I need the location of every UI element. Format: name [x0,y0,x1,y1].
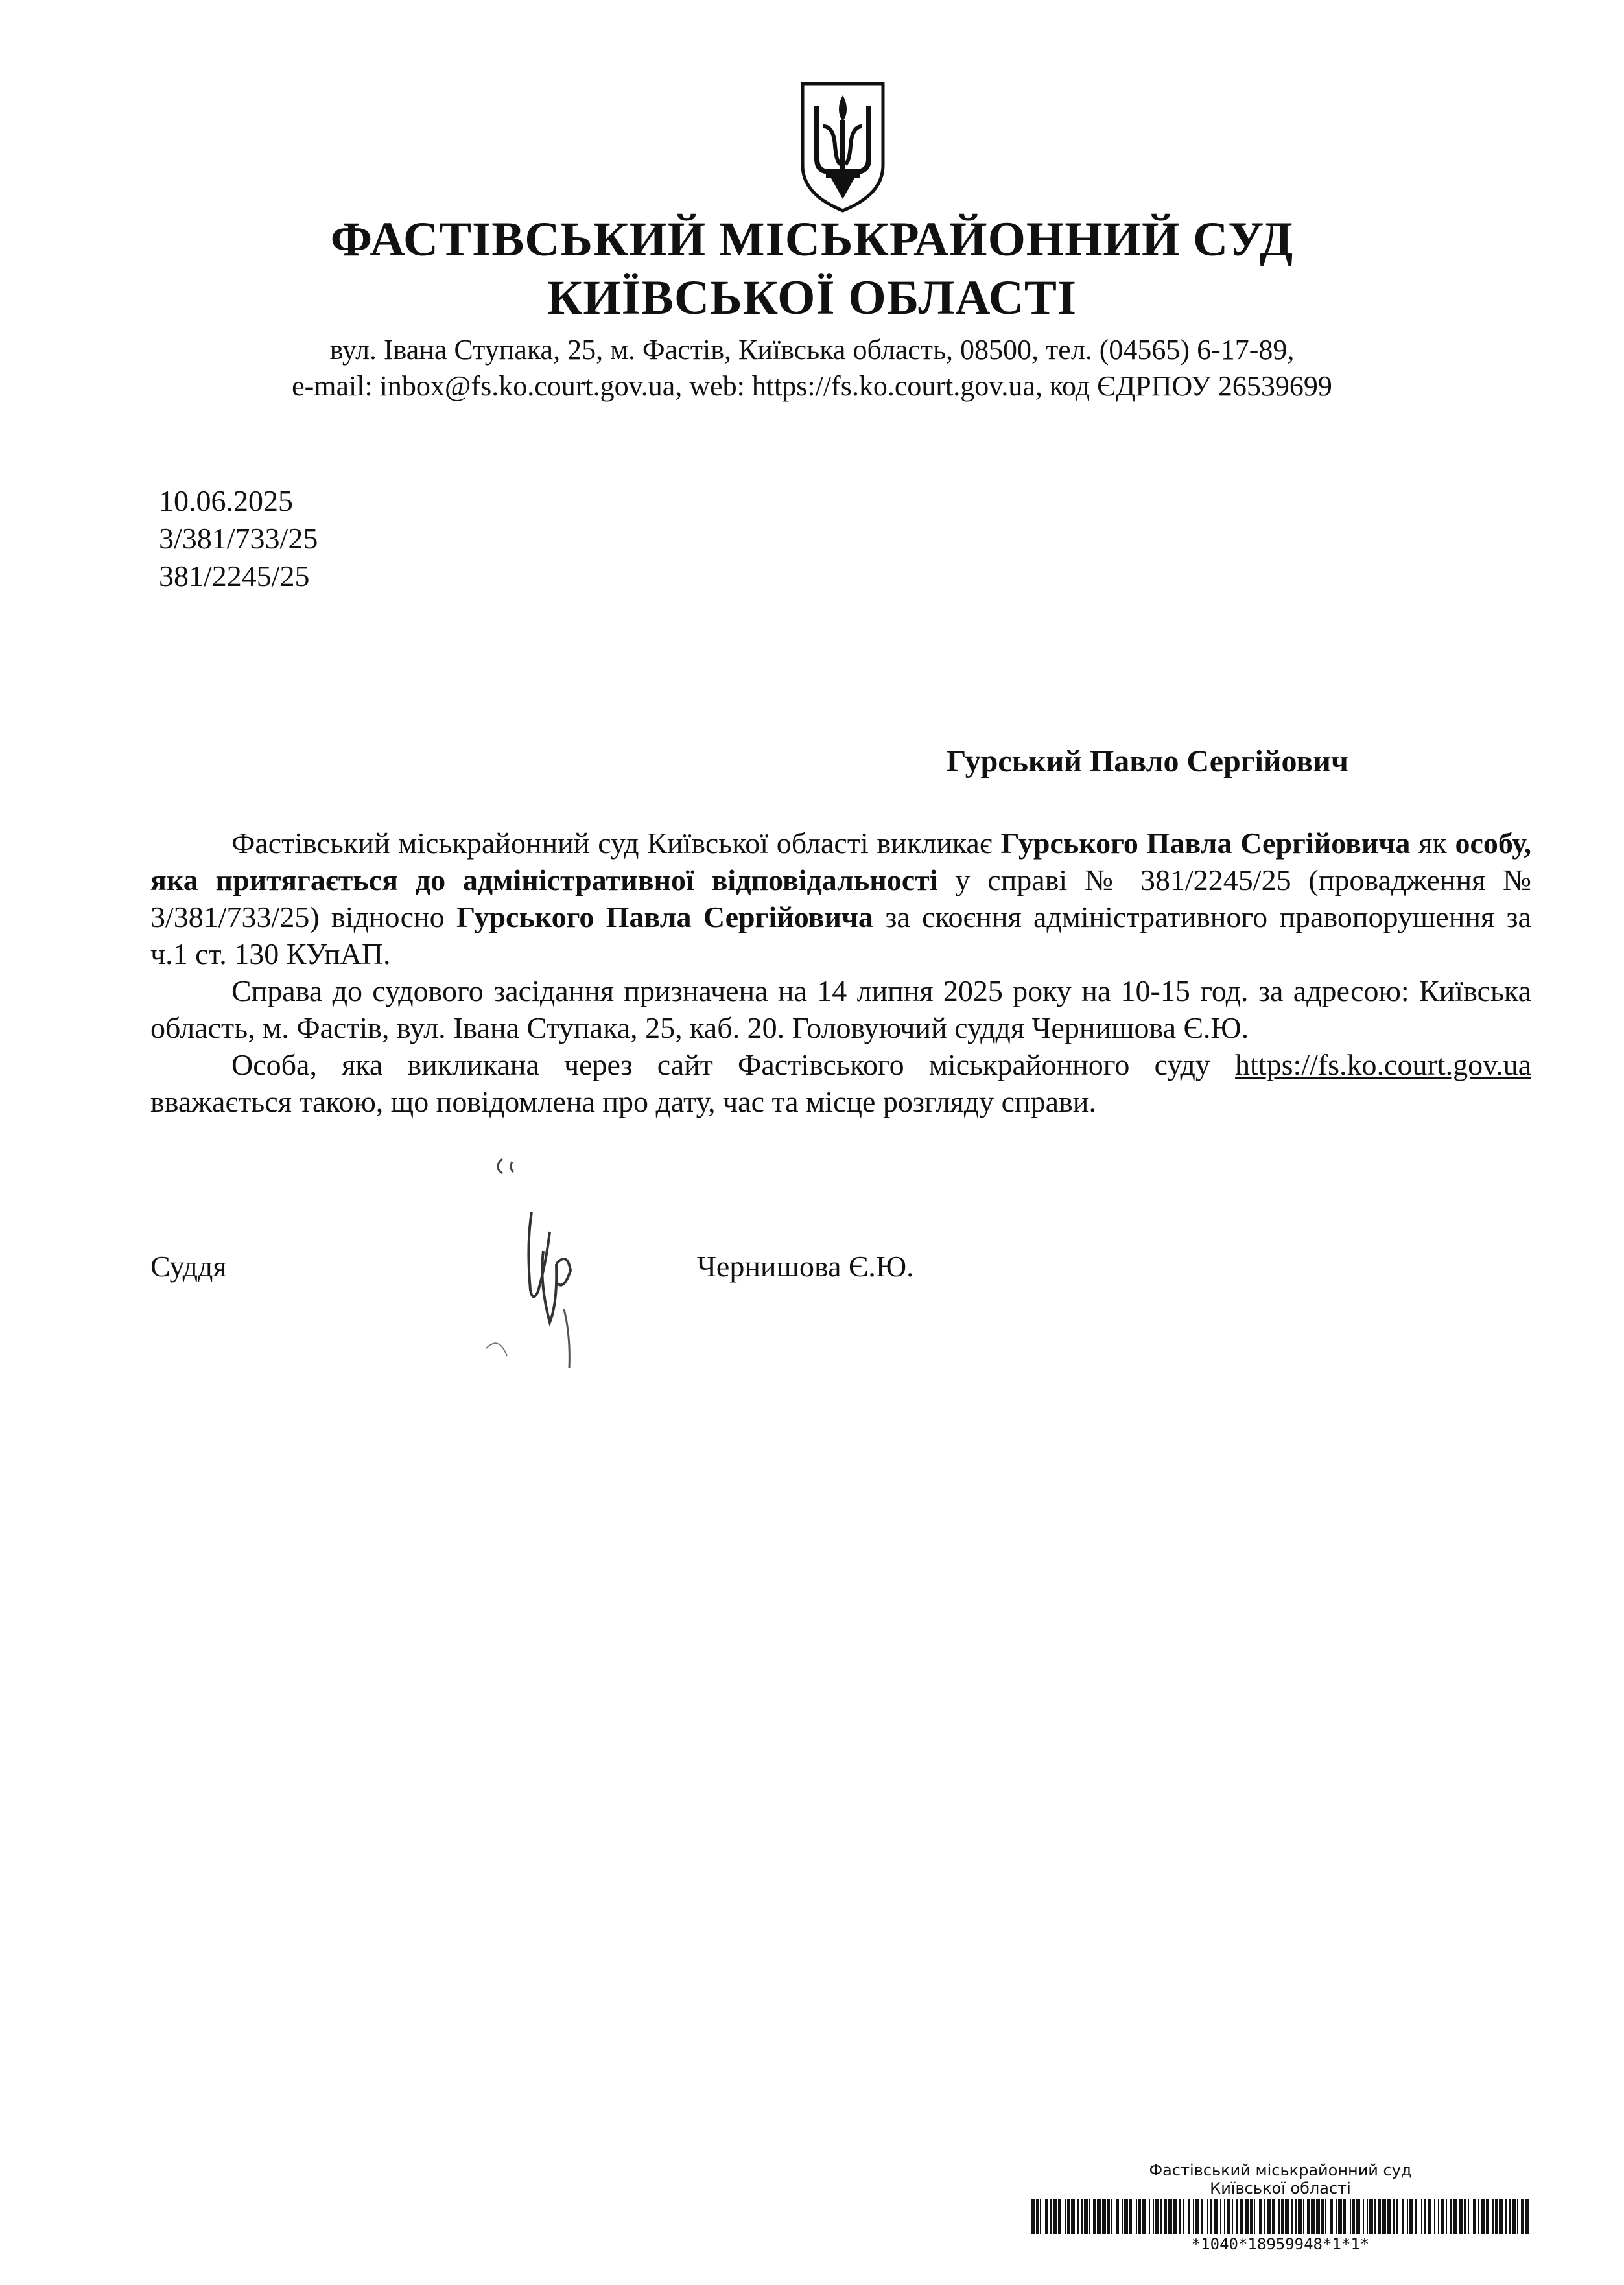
barcode-bar [1505,2199,1507,2234]
barcode-bar [1281,2199,1284,2234]
barcode-number: *1040*18959948*1*1* [1037,2235,1524,2253]
barcode-bar [1193,2199,1194,2234]
barcode-bar [1142,2199,1146,2234]
barcode-bar [1521,2199,1524,2234]
barcode-bar [1367,2199,1368,2234]
barcode-bar [1285,2199,1289,2234]
barcode-bar [1168,2199,1172,2234]
court-address-line2: e-mail: inbox@fs.ko.court.gov.ua, web: https://fs.ko.court.gov.ua, код ЄДРПОУ 26539699 [292,370,1332,402]
barcode-bar [1173,2199,1177,2234]
barcode-bar [1343,2199,1346,2234]
barcode-bar [1291,2199,1293,2234]
barcode-bar [1153,2199,1154,2234]
barcode-bar [1031,2199,1035,2234]
barcode-bar [1428,2199,1431,2234]
barcode-bar [1495,2199,1498,2234]
barcode-bar [1272,2199,1275,2234]
barcode-bar [1402,2199,1404,2234]
barcode-bar [1478,2199,1479,2234]
barcode-bar [1045,2199,1048,2234]
barcode-bar [1307,2199,1310,2234]
barcode-bar [1464,2199,1466,2234]
barcode-bar [1311,2199,1315,2234]
barcode-bar [1065,2199,1066,2234]
barcode-bar [1421,2199,1422,2234]
barcode-bar [1295,2199,1297,2234]
barcode-bar [1492,2199,1494,2234]
barcode-bar [1071,2199,1075,2234]
barcode-bar [1207,2199,1208,2234]
barcode-bar [1396,2199,1398,2234]
case-number: 381/2245/25 [159,559,310,592]
barcode-bar [1393,2199,1395,2234]
signature-label: Суддя [150,1250,227,1283]
paragraph-notice: Особа, яка викликана через сайт Фастівського міськрайонного суду https://fs.ko.court.gov.ua вважається такою, що повідомлена про дату, час та місце розгляду справи. [150,1048,1531,1118]
barcode-bar [1330,2199,1333,2234]
barcode-bar [1338,2199,1342,2234]
barcode-bar [1438,2199,1439,2234]
barcode-bar [1081,2199,1083,2234]
barcode-bar [1138,2199,1141,2234]
barcode-bar [1352,2199,1355,2234]
barcode-bar [1254,2199,1255,2234]
barcode-bar [1278,2199,1280,2234]
court-title-line2: КИЇВСЬКОЇ ОБЛАСТІ [547,271,1077,325]
court-title-line1: ФАСТІВСЬКИЙ МІСЬКРАЙОННИЙ СУД [330,213,1294,266]
barcode-bar [1407,2199,1408,2234]
barcode-bar [1525,2199,1529,2234]
barcode-bar [1509,2199,1511,2234]
barcode-bar [1149,2199,1150,2234]
barcode-bar [1473,2199,1476,2234]
barcode-bar [1160,2199,1162,2234]
barcode-bar [1382,2199,1386,2234]
barcode-bar [1089,2199,1090,2234]
addressee: Гурський Павло Сергійович [946,744,1348,779]
barcode-bar [1409,2199,1413,2234]
barcode-bar [1378,2199,1381,2234]
court-address-line1: вул. Івана Ступака, 25, м. Фастів, Київська область, 08500, тел. (04565) 6-17-89, [329,334,1295,366]
barcode-bar [1053,2199,1057,2234]
barcode-bar [1441,2199,1444,2234]
barcode-bar [1227,2199,1230,2234]
barcode-bar [1210,2199,1212,2234]
barcode-bar [1232,2199,1233,2234]
barcode-bar [1102,2199,1106,2234]
barcode-bar [1424,2199,1426,2234]
barcode-bar [1264,2199,1265,2234]
barcode-bar [1321,2199,1324,2234]
barcode-bar [1446,2199,1447,2234]
letter-body [150,825,1531,1120]
barcode-bar [1512,2199,1516,2234]
barcode-bar [1097,2199,1101,2234]
barcode-bar [1450,2199,1452,2234]
barcode-bar [1245,2199,1249,2234]
barcode-bar [1122,2199,1123,2234]
barcode-bar [1434,2199,1435,2234]
barcode-bar [1093,2199,1096,2234]
barcode-bar [1129,2199,1132,2234]
barcode-bar [1188,2199,1190,2234]
defendant-name: Гурського Павла Сергійовича [1000,826,1411,860]
judge-name: Чернишова Є.Ю. [697,1250,914,1283]
barcode-bar [1356,2199,1360,2234]
barcode-bar [1240,2199,1243,2234]
barcode-bar [1040,2199,1041,2234]
barcode-bar [1201,2199,1203,2234]
barcode-bar [1179,2199,1181,2234]
barcode-bar [1325,2199,1326,2234]
barcode-bar [1155,2199,1159,2234]
barcode-bar [1124,2199,1128,2234]
barcode-bar [1111,2199,1112,2234]
barcode-bar [1067,2199,1070,2234]
barcode-bar [1214,2199,1218,2234]
barcode-bar [1250,2199,1253,2234]
barcode-bar [1183,2199,1184,2234]
barcode-bar [1164,2199,1167,2234]
barcode-bar [1517,2199,1518,2234]
defendant-name-repeat: Гурського Павла Сергійовича [456,900,873,933]
barcode-bar [1316,2199,1320,2234]
barcode-bar [1084,2199,1088,2234]
barcode-bar [1077,2199,1079,2234]
barcode-bar [1486,2199,1489,2234]
handwritten-signature [473,1141,609,1381]
barcode-bar [1267,2199,1271,2234]
barcode-bar [1453,2199,1457,2234]
barcode-bar [1236,2199,1238,2234]
barcode-bar [1350,2199,1351,2234]
paragraph-hearing: Справа до судового засідання призначена на 14 липня 2025 року на 10-15 год. за адресою: Київська область, м. Фастів, вул. Івана Ступака, 25, каб. 20. Головуючий суддя Чернишова Є.Ю. [150,974,1531,1044]
court-website-link[interactable]: https://fs.ko.court.gov.ua [1235,1048,1531,1081]
barcode-bar [1481,2199,1485,2234]
trident-emblem-icon [797,81,888,214]
barcode-bar [1220,2199,1221,2234]
barcode-bar [1107,2199,1110,2234]
barcode-bar [1136,2199,1137,2234]
barcode-bar [1116,2199,1119,2234]
barcode-bar [1336,2199,1337,2234]
barcode-bar [1363,2199,1364,2234]
document-date: 10.06.2025 [159,484,293,517]
barcode-bar [1374,2199,1376,2234]
barcode-bar [1224,2199,1225,2234]
barcode-bar [1369,2199,1373,2234]
defendant-role: особу, яка притягається до адміністративної відповідальності [150,826,1531,896]
proceeding-number: 3/381/733/25 [159,522,318,555]
barcode-bar [1387,2199,1391,2234]
barcode-bar [1468,2199,1469,2234]
barcode-bar [1195,2199,1199,2234]
paragraph-summons: Фастівський міськрайонний суд Київської області викликає Гурського Павла Сергійовича як особу, яка притягається до адміністративної відповідальності у справі № 381/2245/25 (провадження № 3/381/733/25) відносно Гурського Павла Сергійовича за скоєння адміністративного правопорушення за ч.1 ст. 130 КУпАП. [150,826,1531,970]
barcode-bar [1499,2199,1503,2234]
barcode-bar [1259,2199,1262,2234]
barcode-bar [1415,2199,1417,2234]
barcode-bar [1459,2199,1463,2234]
barcode [1031,2199,1530,2234]
barcode-court-line2: Київської області [1210,2179,1351,2197]
barcode-bar [1036,2199,1039,2234]
barcode-bar [1050,2199,1052,2234]
barcode-bar [1303,2199,1304,2234]
barcode-bar [1298,2199,1302,2234]
barcode-court-line1: Фастівський міськрайонний суд [1149,2161,1412,2179]
barcode-bar [1058,2199,1061,2234]
